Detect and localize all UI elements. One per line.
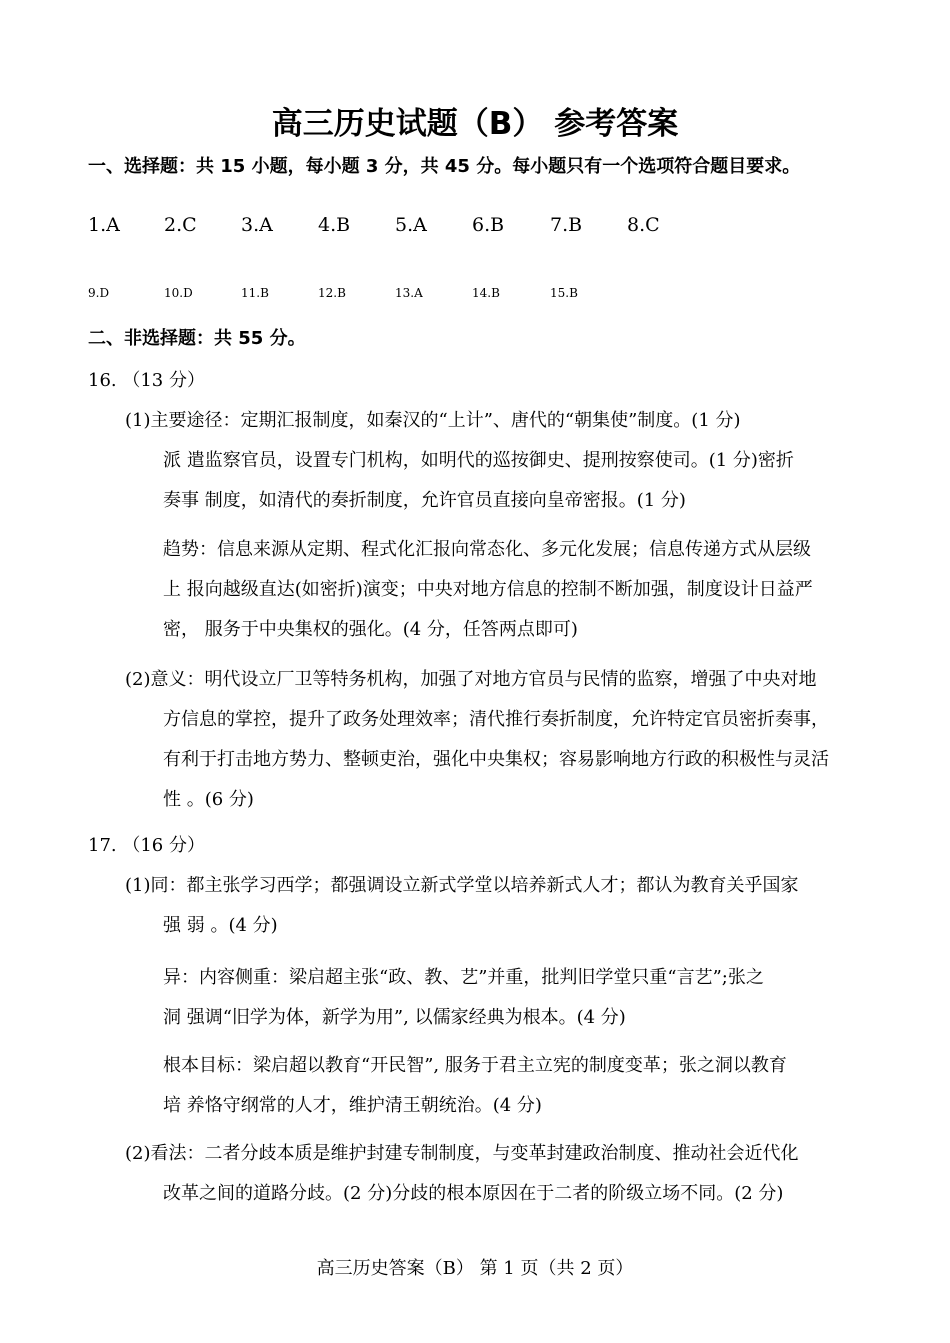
text-line: 派 遣监察官员，设置专门机构，如明代的巡按御史、提刑按察使司。(1 分)密折 <box>163 450 794 471</box>
q17-goal <box>163 1046 787 1126</box>
text-line: 上 报向越级直达(如密折)演变；中央对地方信息的控制不断加强，制度设计日益严 <box>163 579 813 600</box>
q16-trend <box>163 530 813 650</box>
text-line: (1)同：都主张学习西学；都强调设立新式学堂以培养新式人才；都认为教育关乎国家 <box>125 875 799 896</box>
q16-label: 16. （13 分） <box>88 370 205 391</box>
answer-item: 15.B <box>550 286 578 300</box>
answer-item: 14.B <box>472 286 500 300</box>
text-line: 强 弱 。(4 分) <box>163 915 278 936</box>
answer-item: 1.A <box>88 214 120 236</box>
text-line: 异：内容侧重：梁启超主张“政、教、艺”并重，批判旧学堂只重“言艺”;张之 <box>163 967 764 988</box>
q17-part2 <box>125 1134 799 1214</box>
q16-part2 <box>125 660 829 820</box>
page-footer: 高三历史答案（B） 第 1 页（共 2 页） <box>316 1258 634 1279</box>
section2-heading: 二、非选择题：共 55 分。 <box>88 328 306 349</box>
text-line: 密， 服务于中央集权的强化。(4 分，任答两点即可) <box>163 619 578 640</box>
text-line: 培 养恪守纲常的人才，维护清王朝统治。(4 分) <box>163 1095 542 1116</box>
answer-item: 9.D <box>88 286 110 300</box>
answer-item: 13.A <box>395 286 423 300</box>
text-line: (2)意义：明代设立厂卫等特务机构，加强了对地方官员与民情的监察，增强了中央对地 <box>125 669 817 690</box>
text-line: 趋势：信息来源从定期、程式化汇报向常态化、多元化发展；信息传递方式从层级 <box>163 539 811 560</box>
page-title: 高三历史试题（B） 参考答案 <box>271 106 679 142</box>
answer-item: 5.A <box>395 214 427 236</box>
text-line: 有利于打击地方势力、整顿吏治，强化中央集权；容易影响地方行政的积极性与灵活 <box>163 749 829 770</box>
answer-item: 7.B <box>550 214 583 236</box>
text-line: 性 。(6 分) <box>163 789 254 810</box>
answer-item: 6.B <box>472 214 505 236</box>
text-line: (1)主要途径：定期汇报制度，如秦汉的“上计”、唐代的“朝集使”制度。(1 分) <box>125 410 741 431</box>
text-line: 方信息的掌控，提升了政务处理效率；清代推行奏折制度，允许特定官员密折奏事， <box>163 709 829 730</box>
q17-part1 <box>125 866 799 946</box>
answer-item: 4.B <box>318 214 351 236</box>
text-line: 改革之间的道路分歧。(2 分)分歧的根本原因在于二者的阶级立场不同。(2 分) <box>163 1183 784 1204</box>
answer-item: 2.C <box>164 214 197 236</box>
q17-label: 17. （16 分） <box>88 835 205 856</box>
text-line: 奏事 制度，如清代的奏折制度，允许官员直接向皇帝密报。(1 分) <box>163 490 686 511</box>
answer-item: 10.D <box>164 286 193 300</box>
text-line: 洞 强调“旧学为体，新学为用”, 以儒家经典为根本。(4 分) <box>163 1007 626 1028</box>
text-line: (2)看法：二者分歧本质是维护封建专制制度，与变革封建政治制度、推动社会近代化 <box>125 1143 799 1164</box>
q17-diff <box>163 958 764 1038</box>
answer-item: 3.A <box>241 214 273 236</box>
section1-heading: 一、选择题：共 15 小题，每小题 3 分，共 45 分。每小题只有一个选项符合题目要求。 <box>88 156 801 177</box>
answer-item: 8.C <box>627 214 660 236</box>
answer-item: 12.B <box>318 286 346 300</box>
q16-part1 <box>125 401 794 521</box>
answer-item: 11.B <box>241 286 269 300</box>
text-line: 根本目标：梁启超以教育“开民智”, 服务于君主立宪的制度变革；张之洞以教育 <box>163 1055 787 1076</box>
